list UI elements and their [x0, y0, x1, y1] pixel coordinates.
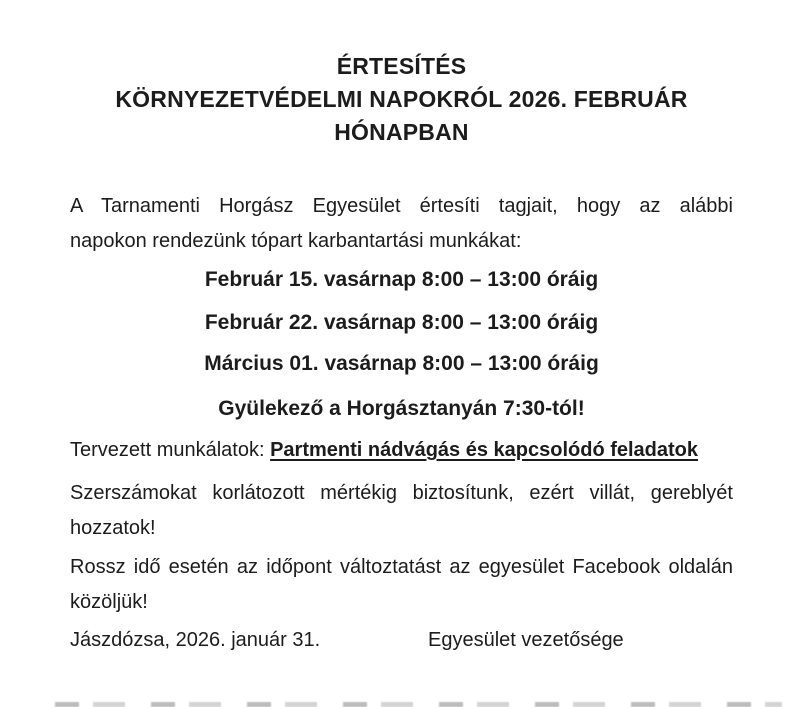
cutoff-text-strip: [55, 702, 782, 707]
tools-line-1: Szerszámokat korlátozott mértékig biztosítunk, ezért villát, gereblyét: [70, 482, 733, 504]
schedule-date-3: Március 01. vasárnap 8:00 – 13:00 óráig: [204, 352, 599, 375]
title-line-3: HÓNAPBAN: [334, 119, 469, 145]
planned-works-value: Partmenti nádvágás és kapcsolódó feladatok: [270, 439, 699, 461]
place-and-date: Jászdózsa, 2026. január 31.: [70, 629, 321, 651]
planned-works-label: Tervezett munkálatok:: [70, 439, 271, 461]
title-line-1: ÉRTESÍTÉS: [336, 53, 467, 79]
schedule-date-1: Február 15. vasárnap 8:00 – 13:00 óráig: [204, 268, 599, 291]
schedule-date-2: Február 22. vasárnap 8:00 – 13:00 óráig: [204, 311, 599, 334]
intro-line-1: A Tarnamenti Horgász Egyesület értesíti tagjait, hogy az alábbi: [70, 195, 733, 217]
signature: Egyesület vezetősége: [428, 629, 624, 651]
weather-line-1: Rossz idő esetén az időpont változtatást az egyesület Facebook oldalán: [70, 556, 733, 578]
intro-line-2: napokon rendezünk tópart karbantartási munkákat:: [70, 230, 522, 252]
title-line-2: KÖRNYEZETVÉDELMI NAPOKRÓL 2026. FEBRUÁR: [115, 86, 688, 112]
meeting-line: Gyülekező a Horgásztanyán 7:30-tól!: [218, 397, 585, 420]
weather-line-2: közöljük!: [70, 591, 148, 613]
weather-paragraph: [70, 550, 733, 620]
tools-line-2: hozzatok!: [70, 517, 156, 539]
intro-paragraph: [70, 189, 733, 259]
notice-title: [70, 50, 733, 149]
signoff-line: [70, 623, 733, 658]
tools-paragraph: [70, 476, 733, 546]
planned-works-line: [70, 433, 750, 468]
